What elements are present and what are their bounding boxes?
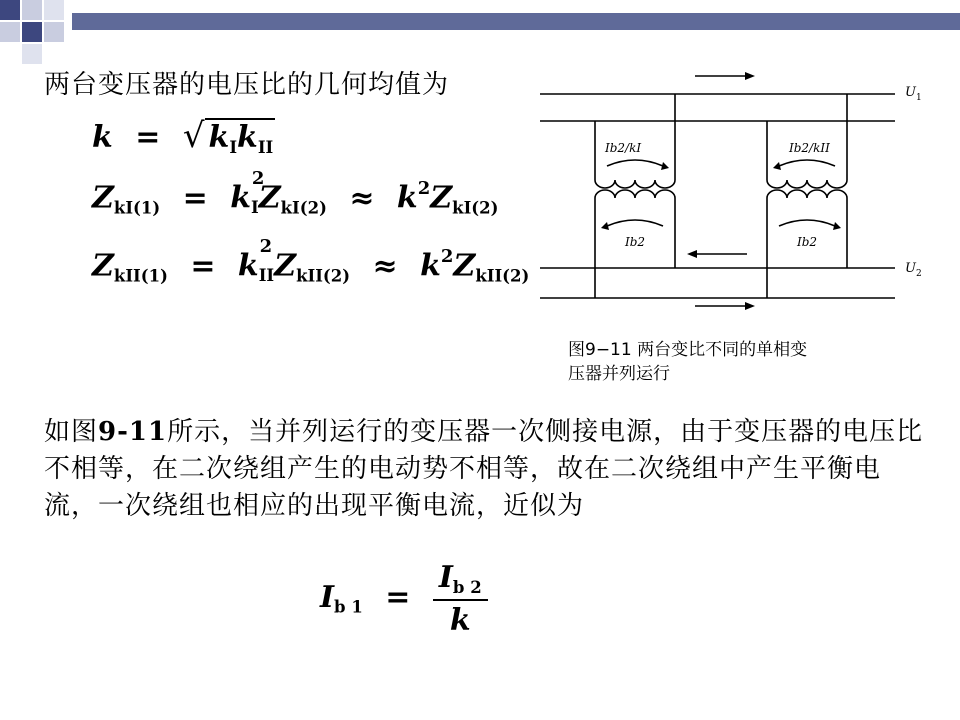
coil-left-secondary [595,190,675,204]
parallel-transformer-diagram [535,66,955,326]
eq3-lhs-sub: kII(1) [113,266,168,286]
equals-sign: = [385,579,411,615]
deco-square [44,22,64,42]
label-current-bottom-left: Ib2 [625,235,646,249]
equals-sign: = [135,120,161,155]
eq2-z-sub: kI(2) [280,198,327,218]
eq2-k-sup: 2 [251,167,265,189]
label-u1: $U_1$ [905,85,922,103]
equation-balance-current [320,560,488,638]
deco-square [0,22,20,42]
arrow-arc [607,160,663,166]
equals-sign: = [182,180,208,216]
eq2-z2: Z [430,180,453,216]
eq2-z2-sub: kI(2) [452,198,499,218]
eq2-k2: k [396,180,418,216]
approx-sign: ≈ [349,180,375,216]
caption-line: 压器并列运行 [568,364,670,384]
eq3-k2: k [420,248,441,284]
eq3-lhs: Z [92,248,114,284]
deco-square [22,0,42,20]
eq3-z2-sub: kII(2) [475,266,530,286]
eq3-z: Z [274,248,297,284]
equation-zk2 [92,235,530,286]
eq4-num: I [438,560,453,595]
label-current-top-left: Ib2/kI [605,141,642,155]
deco-square [44,0,64,20]
figure-reference: 9-11 [98,417,168,447]
section-heading: 两台变压器的电压比的几何均值为 [44,70,450,100]
eq1-k1-sub: I [229,137,238,157]
figure-caption [568,338,928,386]
eq4-lhs: I [320,579,335,615]
eq3-z-sub: kII(2) [296,266,351,286]
fraction [433,560,488,638]
eq2-k-sub: I [251,198,259,218]
eq2-lhs-sub: kI(1) [113,198,161,218]
eq2-k: k [230,180,251,216]
eq2-z: Z [258,180,281,216]
eq1-k2-sub: II [257,137,274,157]
eq1-k1: k [208,120,230,155]
paragraph-text: 所示，当并列运行的变压器一次侧接电源，由于变压器的电压比不相等，在二次绕组产生的电动势不相等，故在二次绕组中产生平衡电流，一次绕组也相应的出现平衡电流，近似为 [44,417,924,521]
eq3-k-sup: 2 [259,235,273,257]
deco-square [22,22,42,42]
eq3-k2-sup: 2 [440,246,454,267]
arrow-arc [779,220,835,226]
eq4-den: k [449,602,471,638]
arrow-arc [779,160,835,166]
sqrt-symbol: √ $k_Ik_{II}$ [182,116,274,157]
slide-header-decoration [0,0,960,50]
eq2-k2-sup: 2 [417,178,431,199]
eq3-z2: Z [453,248,476,284]
eq2-lhs: Z [92,180,114,216]
deco-square [0,0,20,20]
label-current-top-right: Ib2/kII [789,141,830,155]
equation-geometric-mean [92,116,275,157]
eq3-k: k [237,248,259,284]
equals-sign: = [190,248,216,284]
coil-left-primary [595,174,675,188]
eq3-k-sub: II [258,266,275,286]
body-paragraph [44,414,924,525]
paragraph-text: 如图 [44,417,99,447]
arrow-arc [607,220,663,226]
deco-square [22,44,42,64]
label-u2: $U_2$ [905,261,922,279]
eq1-lhs: k [92,120,113,155]
eq4-lhs-sub: b 1 [334,597,363,617]
coil-right-secondary [767,190,847,204]
equation-zk1 [92,167,499,218]
approx-sign: ≈ [372,248,398,284]
eq4-num-sub: b 2 [452,577,482,597]
caption-line: 图9−11 两台变比不同的单相变 [568,340,808,360]
label-current-bottom-right: Ib2 [797,235,818,249]
eq1-k2: k [237,120,258,155]
coil-right-primary [767,174,847,188]
header-bar [72,13,960,30]
